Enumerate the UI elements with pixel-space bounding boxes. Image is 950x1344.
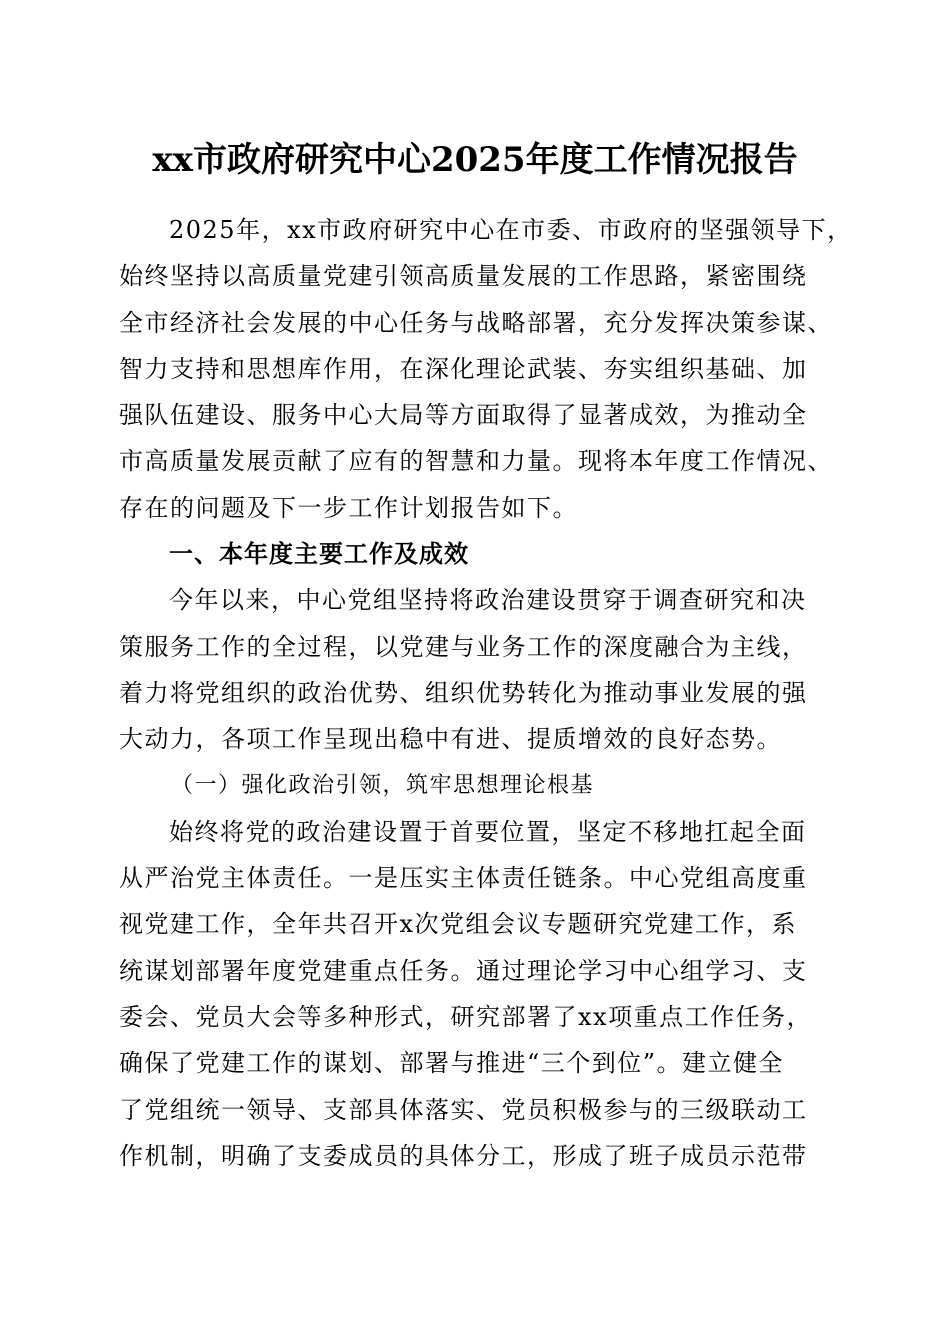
- text-line: 视党建工作，全年共召开x次党组会议专题研究党建工作，系: [119, 910, 798, 939]
- text-line: 始终坚持以高质量党建引领高质量发展的工作思路，紧密围绕: [119, 262, 808, 291]
- text-line: 大动力，各项工作呈现出稳中有进、提质增效的良好态势。: [119, 725, 782, 754]
- text-line: 今年以来，中心党组坚持将政治建设贯穿于调查研究和决: [169, 586, 807, 615]
- paragraph-section-1: [119, 577, 835, 762]
- text-line: 统谋划部署年度党建重点任务。通过理论学习中心组学习、支: [119, 956, 808, 985]
- text-line: 全市经济社会发展的中心任务与战略部署，充分发挥决策参谋、: [119, 308, 833, 337]
- text-line: 策服务工作的全过程，以党建与业务工作的深度融合为主线，: [119, 632, 808, 661]
- text-line: 始终将党的政治建设置于首要位置，坚定不移地扛起全面: [169, 817, 807, 846]
- section-heading: 一、本年度主要工作及成效: [169, 540, 469, 569]
- text-line: 存在的问题及下一步工作计划报告如下。: [119, 493, 578, 522]
- text-line: 了党组统一领导、支部具体落实、党员积极参与的三级联动工: [119, 1095, 808, 1124]
- paragraph-subsection-1: [119, 809, 835, 1179]
- text-line: 智力支持和思想库作用，在深化理论武装、夯实组织基础、加: [119, 354, 808, 383]
- text-line: 委会、党员大会等多种形式，研究部署了xx项重点工作任务，: [119, 1003, 813, 1032]
- paragraph-intro: [119, 207, 853, 531]
- text-line: 市高质量发展贡献了应有的智慧和力量。现将本年度工作情况、: [119, 447, 833, 476]
- text-line: 从严治党主体责任。一是压实主体责任链条。中心党组高度重: [119, 864, 808, 893]
- text-line: 作机制，明确了支委成员的具体分工，形成了班子成员示范带: [119, 1141, 808, 1170]
- document-body: [119, 207, 853, 1179]
- text-line: 2025年，xx市政府研究中心在市委、市政府的坚强领导下，: [169, 216, 853, 244]
- subsection-heading: （一）强化政治引领，筑牢思想理论根基: [171, 772, 595, 798]
- text-line: 着力将党组织的政治优势、组织优势转化为推动事业发展的强: [119, 678, 808, 707]
- document-title: xx市政府研究中心2025年度工作情况报告: [152, 140, 798, 180]
- text-line: 强队伍建设、服务中心大局等方面取得了显著成效，为推动全: [119, 401, 808, 430]
- text-line: 确保了党建工作的谋划、部署与推进“三个到位”。建立健全: [119, 1049, 785, 1078]
